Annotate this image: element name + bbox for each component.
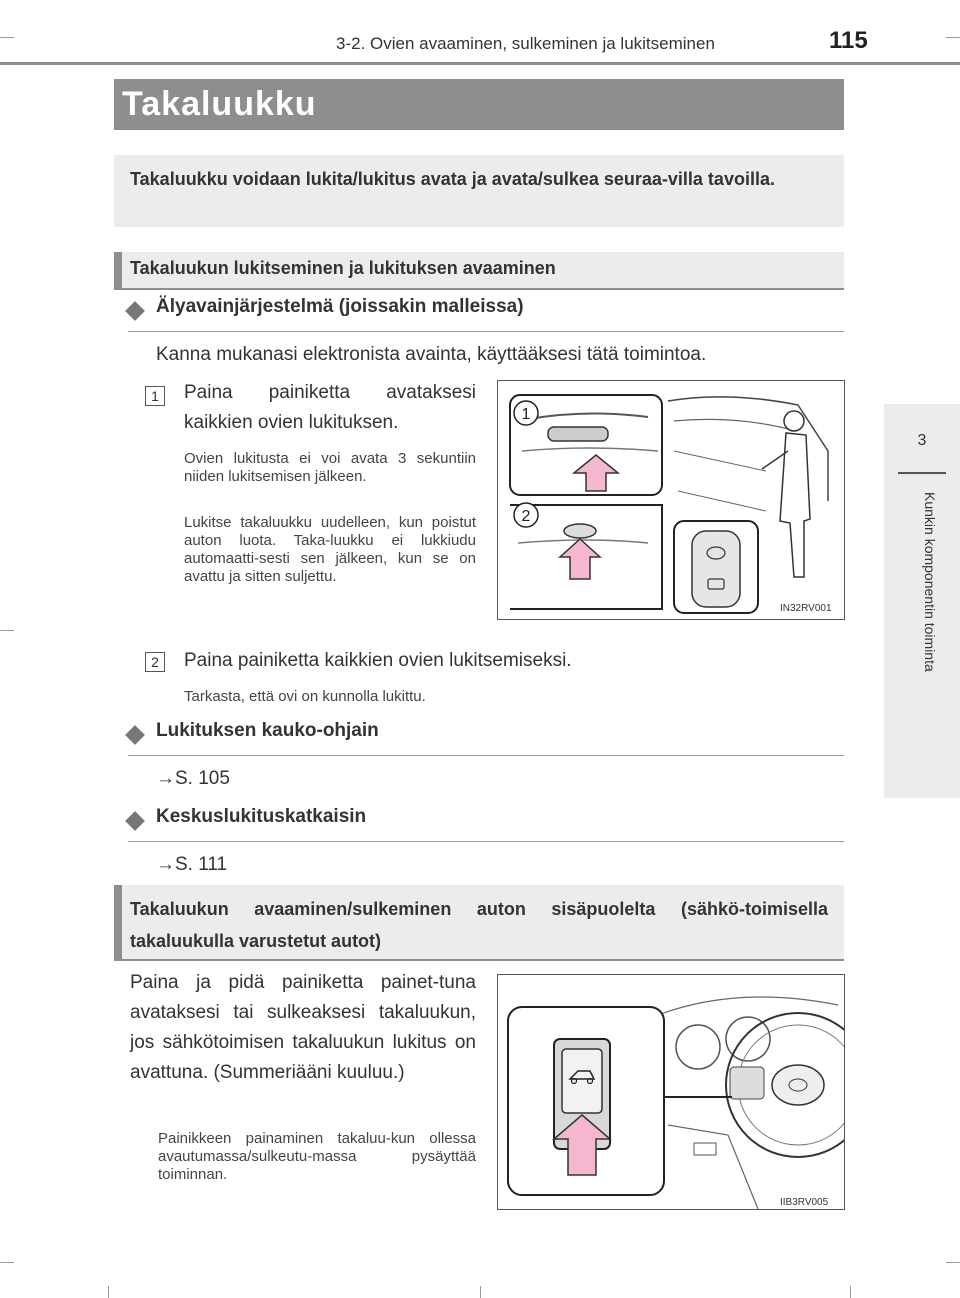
callout-number: 2: [521, 508, 531, 525]
crop-mark: [0, 630, 14, 631]
section-heading-locking: Takaluukun lukitseminen ja lukituksen avaaminen: [114, 252, 844, 290]
step-number: 1: [145, 386, 165, 406]
interior-note: Painikkeen painaminen takaluu-kun ollessa avautumassa/sulkeutu-massa pysäyttää toiminnan.: [158, 1130, 476, 1183]
crop-mark: [946, 1262, 960, 1263]
step2-note: Tarkasta, että ovi on kunnolla lukittu.: [184, 688, 426, 705]
diamond-bullet-icon: [125, 725, 145, 745]
crop-mark: [0, 37, 14, 38]
figure-code: IIB3RV005: [780, 1197, 829, 1208]
step1-note: Ovien lukitusta ei voi avata 3 sekuntiin niiden lukitsemisen jälkeen.: [184, 450, 476, 485]
side-divider: [898, 472, 946, 474]
diamond-bullet-icon: [125, 811, 145, 831]
crop-mark: [480, 1286, 481, 1298]
method-heading: Älyavainjärjestelmä (joissakin malleissa): [156, 296, 524, 317]
method-heading: Lukituksen kauko-ohjain: [156, 720, 379, 741]
page-title: Takaluukku: [122, 85, 317, 123]
figure-interior-switch: [497, 974, 845, 1210]
crop-mark: [850, 1286, 851, 1298]
crop-mark: [108, 1286, 109, 1298]
step1-note: Lukitse takaluukku uudelleen, kun poistut auton luota. Taka-luukku ei lukkiudu automaatti-sesti sen jälkeen, kun se on avattu ja sitten suljettu.: [184, 514, 476, 585]
interior-switch-illustration: [498, 975, 844, 1209]
step2-text: Paina painiketta kaikkien ovien lukitsemiseksi.: [184, 650, 572, 671]
chapter-side-tab: [884, 404, 960, 798]
chapter-number: 3: [917, 432, 927, 449]
section-header: 3-2. Ovien avaaminen, sulkeminen ja lukitseminen: [336, 34, 715, 53]
header-rule: [0, 62, 960, 65]
figure-code: IN32RV001: [780, 603, 832, 614]
smart-key-intro: Kanna mukanasi elektronista avainta, käyttääksesi tätä toimintoa.: [156, 344, 707, 365]
chapter-title: Kunkin komponentin toiminta: [922, 492, 938, 672]
intro-box: Takaluukku voidaan lukita/lukitus avata ja avata/sulkea seuraa-villa tavoilla.: [114, 155, 844, 227]
page-number: 115: [829, 27, 868, 54]
step1-text: Paina painiketta avataksesi kaikkien ovien lukituksen.: [184, 382, 476, 433]
interior-text: Paina ja pidä painiketta painet-tuna avataksesi tai sulkeaksesi takaluukun, jos sähkötoimisen takaluukun lukitus on avattuna. (Summeriääni kuuluu.): [130, 972, 476, 1083]
section-heading-interior: Takaluukun avaaminen/sulkeminen auton sisäpuolelta (sähkö-toimisella takaluukulla varustetut autot): [114, 885, 844, 961]
method-heading: Keskuslukituskatkaisin: [156, 806, 367, 827]
method-remote: [128, 720, 844, 756]
page-reference: →S. 111: [156, 854, 228, 875]
figure-smart-key: [497, 380, 845, 620]
page-reference: →S. 105: [156, 768, 230, 789]
crop-mark: [0, 1262, 14, 1263]
step-number: 2: [145, 652, 165, 672]
diamond-bullet-icon: [125, 301, 145, 321]
method-central: [128, 806, 844, 842]
crop-mark: [946, 37, 960, 38]
page-title-bar: [114, 79, 844, 130]
smart-key-illustration: [498, 381, 844, 619]
method-smart-key: [128, 296, 844, 332]
callout-number: 1: [521, 406, 531, 423]
